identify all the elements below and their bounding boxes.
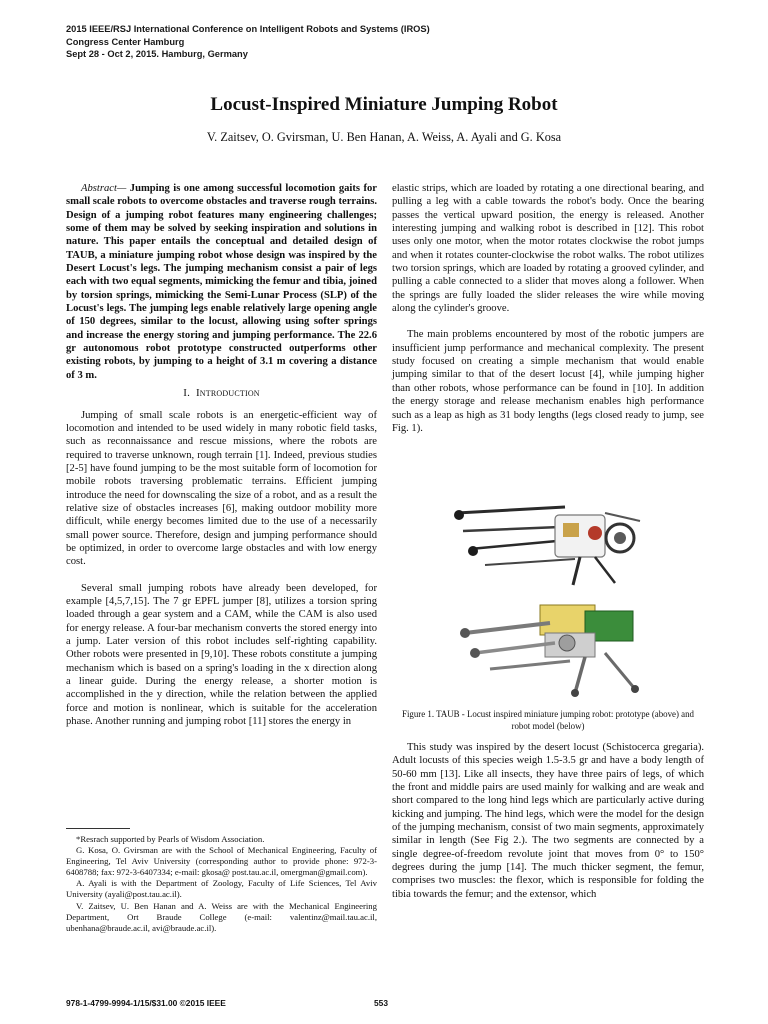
robot-cad-model: [445, 597, 655, 703]
conference-venue: Congress Center Hamburg: [66, 36, 185, 47]
intro-paragraph-4: This study was inspired by the desert locust (Schistocerca gregaria). Adult locusts of this species weigh 1.5-3.5 gr and have a body length of 50-60 mm [13]. Like all insects, they have three pairs of legs, of which the front and middle pairs are used mainly for walking and are weak and short compared to the long hind legs which are particularly active during kicking and jumping. The hind legs, which were the model for the design of the jumping mechanism, consist of two main segments, approximately similar in length (See Fig 2.). The two segments are connected by a single degree-of-freedom revolute joint that moves from 0° to 150° degrees during the jump [14]. The much thicker segment, the femur, comprises two muscles: the flexor, which is responsible for folding the tibia towards the femur; and the extensor, which: [392, 742, 704, 900]
conference-name: 2015 IEEE/RSJ International Conference on Intelligent Robots and Systems (IROS): [66, 24, 430, 34]
section-title: Introduction: [195, 387, 260, 400]
footer-page-number: 553: [374, 998, 388, 1008]
abstract: [66, 182, 377, 382]
paper-authors: V. Zaitsev, O. Gvirsman, U. Ben Hanan, A. Weiss, A. Ayali and G. Kosa: [206, 130, 562, 144]
footnote-ayali: A. Ayali is with the Department of Zoology, Faculty of Life Sciences, Tel Aviv University (ayali@post.tau.ac.il).: [66, 878, 377, 900]
robot-illustration: [445, 493, 655, 703]
footnote-support: *Resrach supported by Pearls of Wisdom Association.: [76, 834, 265, 844]
footnote-kosa: G. Kosa, O. Gvirsman are with the School of Mechanical Engineering, Faculty of Engineering, Tel Aviv University (corresponding author to provide phone: 972-3-6408788; fax: 972-3-6407334; e-mail: gkosa@ post.tau.ac.il, omergman@gmail.com).: [66, 845, 377, 878]
abstract-label: Abstract—: [81, 183, 127, 194]
right-column-lower: [392, 741, 704, 901]
intro-paragraph-3: The main problems encountered by most of the robotic jumpers are insufficient jump performance and mechanical complexity. The present study focused on creating a simple mechanism that would enable jumping similar to that of the desert locust [4], while jumping higher than other robots, whose performance can be found in [10]. In addition the energy storage and release mechanism enables high performance such as a leap as high as 31 body lengths (legs closed ready to jump, see Fig. 1).: [392, 329, 704, 434]
footer-isbn: 978-1-4799-9994-1/15/$31.00 ©2015 IEEE: [66, 998, 226, 1008]
footnote-zaitsev: V. Zaitsev, U. Ben Hanan and A. Weiss are with the Mechanical Engineering Department, Ort Braude College (e-mail: valentinz@mail.tau.ac.il, ubenhana@braude.ac.il, avi@braude.ac.il).: [66, 900, 377, 933]
section-number: I.: [183, 387, 191, 400]
conference-dates: Sept 28 - Oct 2, 2015. Hamburg, Germany: [66, 49, 248, 59]
intro-paragraph-2: Several small jumping robots have already been developed, for example [4,5,7,15]. The 7 gr EPFL jumper [8], utilizes a torsion spring loaded through a gear system and a CAM, while the CAM is also used for energy release. A four-bar mechanism converts the stored energy into a jump. Later version of this robot includes self-righting capability. Other robots were presented in [9,10]. These robots constitute a jumping mechanism which is based on a spring's loading in the x direction along a linear guide. During the energy release, a shorter motion is accomplished in the y direction, while the relation between the applied force and motion is nonlinear, which is suitable for the acceleration phase. Another running and jumping robot [11] stores the energy in: [66, 582, 377, 728]
left-column: [66, 182, 377, 728]
section-heading: [66, 387, 377, 400]
figure-caption: Figure 1. TAUB - Locust inspired miniature jumping robot: prototype (above) and robot model (below): [402, 709, 694, 731]
footnotes: [66, 834, 377, 934]
abstract-text: Jumping is one among successful locomotion gaits for small scale robots to overcome obstacles and traverse rough terrains. Design of a jumping robot features many engineering challenges; some of them may be solved by seeking inspiration and solutions in nature. This paper entails the conceptual and detailed design of TAUB, a miniature jumping robot whose design was inspired by the Desert Locust's legs. The jumping mechanism consist a pair of legs each with two equal segments, mimicking the femur and tibia, joined by torsion springs, mimicking the Semi-Lunar Process (SLP) of the Locust's legs. The jumping legs enable relatively large opening angle of 150 degrees, similar to the locust, allowing using softer springs and increase the energy storing and jumping performance. The 22.6 gr autonomous robot prototype constructed outperforms other existing robots, by jumping to a height of 3.1 m covering a distance of 3 m.: [66, 183, 377, 381]
intro-paragraph-2-continued: elastic strips, which are loaded by rotating a one directional bearing, and pulling a leg with a cable towards the robot's body. Once the bearing passes the vertical upward position, the energy is released. Another interesting jumping and walking robot is described in [12]. This robot uses only one motor, when the motor rotates clockwise the robot jumps and when it rotates counter-clockwise the robot walks. The robot utilizes two torsion springs, which are loaded by rotating a grooved cylinder, and pulling a cable connected to a slider that moves along a follower. When the springs are fully loaded the slider releases the wire while moving along the cylinder's groove.: [392, 183, 704, 315]
paper-title: Locust-Inspired Miniature Jumping Robot: [210, 94, 558, 115]
right-column: [392, 182, 704, 435]
footnote-rule: [66, 828, 130, 829]
conference-header: [66, 23, 430, 61]
robot-prototype-photo: [445, 493, 655, 593]
intro-paragraph-1: Jumping of small scale robots is an energetic-efficient way of locomotion and intended to be used widely in many robotic field tasks, such as reconnaissance and rescue missions, where the robots are required to traverse unknown, rough terrain [1]. Indeed, previous studies [2-5] have found jumping to be the most suitable form of locomotion for mobile robots traversing problematic terrains. Efficient jumping introduce the need for downscaling the size of a robot, and as a result the relative size of obstacles increases [6], making outdoor mobility more difficult, while energy becomes limited due to the use of a necessarily small power source. Therefore, design and jumping performance should be optimized, in order to overcome large obstacles and with low energy cost.: [66, 409, 377, 568]
figure-robot-images: [445, 493, 655, 703]
